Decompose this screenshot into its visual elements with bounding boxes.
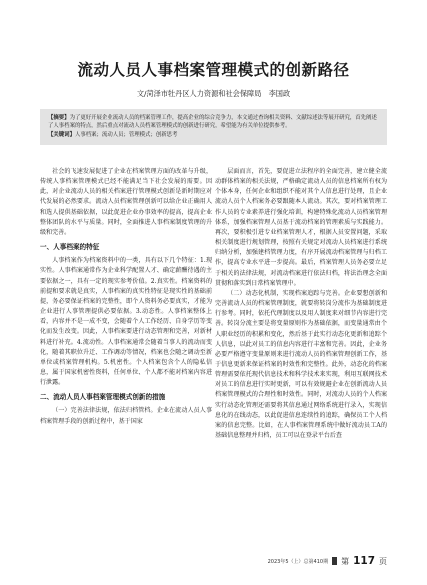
left-column (40, 167, 212, 427)
measures-paragraph-2: （二）动态化机制，实现档案追踪与完善。企业要想创新和完善流动人员的档案管理制度，就要将转岗分流作为基础制度进行参考。同时，依托代理制度以及用人制度来对细节内容进行完善。转岗分流主要是将变量原则作为基础依据，而变量通常由个人职业经历的积累和变化，然后基于此实行动态化更新和追踪个人信息，以此对员工的信息内容进行丰富和完善。因此，企业务必要严格遵守变量原则来进行流动人员的档案管理创新工作，基于信息更新来保证档案的时效性和完整性。此外，动态化的档案管理需要依托现代信息技术和科学技术来实现，利用互联网技术对员工的信息进行实时更新，可以有效规避企业在创新流动人员档案管理模式的合理性和时效性。同时，对流动人员的个人档案实行动态化管理还需要将其信息通过网络系统进行录入，实现信息化的在线动态，以此促进信息连续性的追踪，确保员工个人档案的信息完整。比如，在人事档案管理系统中做好流动员工A的基础信息整理并归档，员工可以在登录平台后查 (215, 289, 387, 440)
keywords-label: 【关键词】 (48, 132, 75, 139)
keywords (48, 131, 379, 139)
abstract-text: 为了更好开展企业流动人员的档案管理工作，提高企业的综合竞争力，本文通过查询相关资料、文献综述法等展开研究，首先阐述了人事档案的特点，然后重点对流动人员档案管理模式的创新进行研究，希望能为有关单位提供参考。 (48, 115, 377, 130)
measures-paragraph-1-cont: 层面而言，首先，要促进立法程序的全面完善，建立健全流动群体档案的相关法规，严格确定流动人员的信息档案所有权为个体本身，任何企业和组织不能对其个人信息进行处理，且企业流动人员个人档案务必要跟随本人流动。其次，要对档案管理工作人员的专业素养进行强化培训，构建特殊化流动人员档案管理体系，加强档案管理人员基于流动档案的管理素质与实践能力。再次，要积极引进专业档案管理人才，根据人员安置问题，采取相关制度进行规划管理，按照有关规定对流动人员档案进行系统归纳分析，加强建档管理力度，有序开展流动档案管理与归档工作，提高专业水平进一步提高。最后，档案管理人员务必要立足于相关的法律法规，对流动档案进行依法归档，将法治理念全面贯彻和落实到日常档案管理中。 (215, 168, 387, 287)
page-suffix: 页 (379, 556, 387, 566)
issue-info: 2023年5（上）总第410期 (267, 558, 329, 565)
author-line: 文/菏泽市牡丹区人力资源和社会保障局 李国政 (136, 89, 291, 98)
abstract (48, 114, 379, 130)
footer-mark-icon (332, 557, 337, 565)
intro-paragraph: 社会的飞速发展促进了企业在档案管理方面的改革与升级，传统人事档案管理模式已经不能满足当下社会发展的需要。因此，对企业流动人员的相关档案进行管理模式创新是新时期应对代发展的必然要求。流动人员档案管理创新可以给企业正确用人和选人提供基础依据，以此促进企业办事效率的提高，提高企业整体团队的水平与质量。同时，全面推进人事档案制度管理的升级和完善。 (40, 168, 212, 236)
features-paragraph: 人事档案作为档案资料中的一类，具有以下几个特征：1.现实性。人事档案通常作为企业科学配置人才、确定薪酬待遇的主要依据之一，具有一定的现实参考价值。2.真实性。档案资料的前提和要求就是真实，人事档案的真实性特征是现实性的基础前提，务必要保证档案的完整性，即个人资料务必要真实，才能为企业进行人事管理提供必要依据。3.动态性。人事档案整体上看，内容并不是一成不变，会随着个人工作经历、自身学历等变化而发生改变。因此，人事档案要进行动态管理和完善，对新材料进行补充。4.流动性。人事档案通常会随着当事人的流动而变化，随着其职位升迁、工作调动等情况，档案也会随之调动至新单位或档案管理机构。5.机密性。个人档案包含个人的隐私信息，属于国家机密性资料，任何单位、个人都不能对档案内容进行泄露。 (40, 257, 212, 387)
section-heading-2: 二、流动人员人事档案管理模式创新的措施 (40, 393, 166, 402)
abstract-label: 【摘要】 (48, 115, 70, 121)
section-heading-1: 一、人事档案的特征 (40, 243, 100, 252)
keywords-text: 人事档案；流动人员；管理模式；创新思考 (74, 132, 178, 139)
page-prefix: 第 (341, 556, 350, 566)
right-column (215, 167, 387, 441)
measures-paragraph-1: （一）完善法律法规，依法归档管档。企业在流动人员人事档案管理手段的创新过程中，基于国家 (40, 407, 212, 425)
abstract-box (40, 109, 387, 145)
article-title: 流动人员人事档案管理模式的创新路径 (77, 61, 350, 79)
page-number: 117 (353, 555, 375, 567)
page-footer (268, 555, 387, 567)
